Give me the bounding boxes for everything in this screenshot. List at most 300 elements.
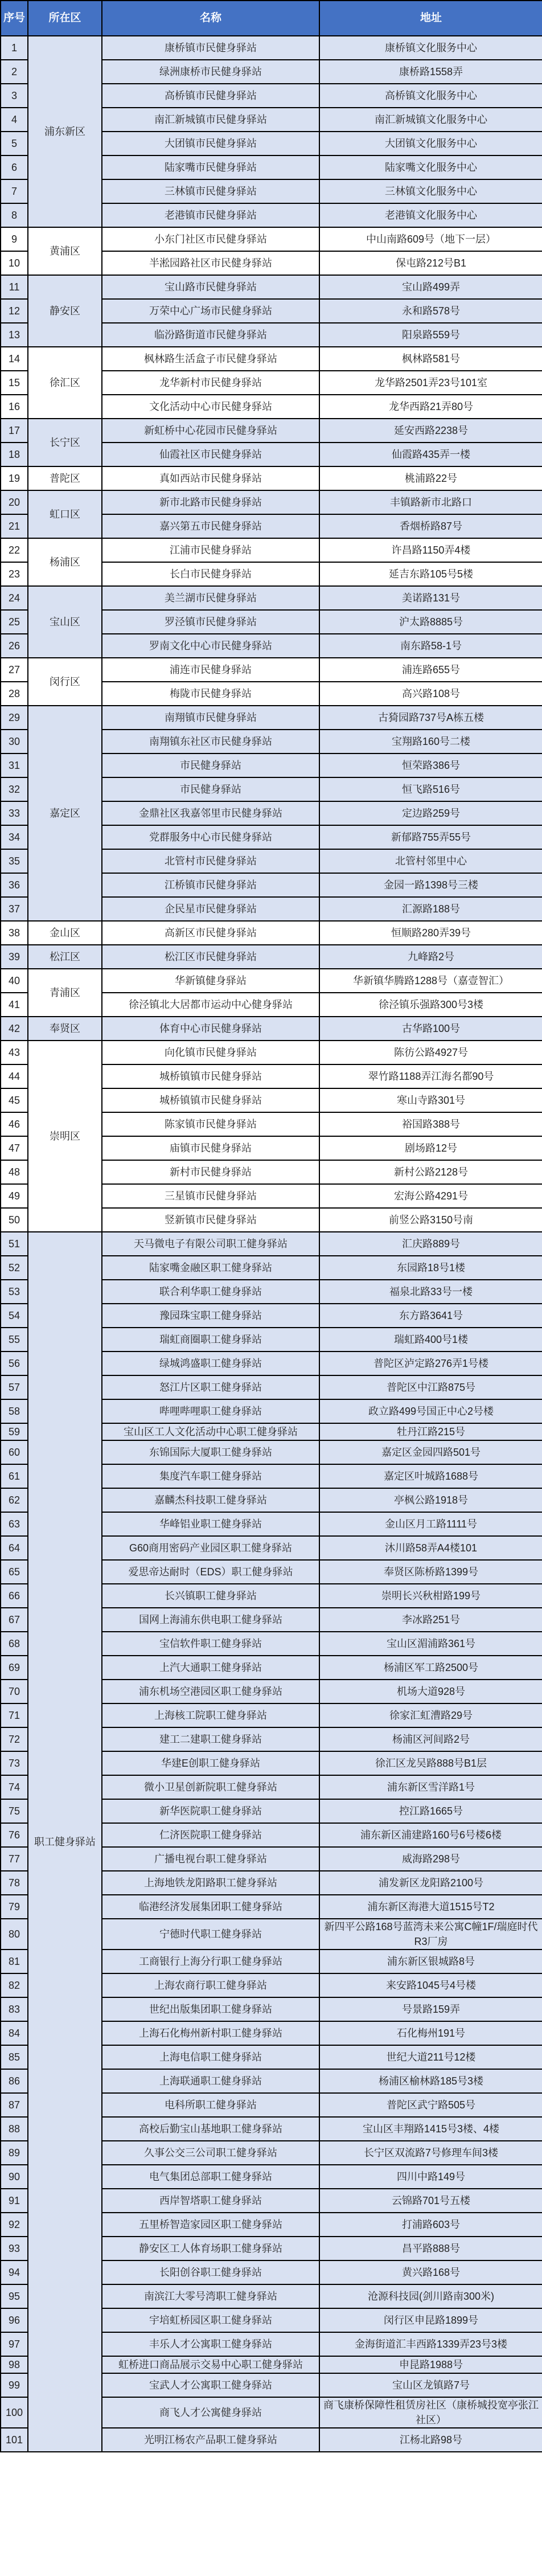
seq-cell: 100: [1, 2397, 28, 2428]
seq-cell: 97: [1, 2332, 28, 2356]
address-cell: 裕国路388号: [319, 1112, 542, 1136]
station-name-cell: 小东门社区市民健身驿站: [102, 227, 319, 251]
station-name-cell: 松江区市民健身驿站: [102, 945, 319, 969]
seq-cell: 30: [1, 730, 28, 753]
district-cell: 普陀区: [28, 466, 102, 490]
seq-cell: 83: [1, 1997, 28, 2021]
district-cell: 松江区: [28, 945, 102, 969]
address-cell: 沐川路58弄A4楼101: [319, 1536, 542, 1560]
station-name-cell: 枫林路生活盒子市民健身驿站: [102, 347, 319, 371]
district-cell: 奉贤区: [28, 1017, 102, 1041]
seq-cell: 94: [1, 2260, 28, 2284]
district-cell: 徐汇区: [28, 347, 102, 419]
address-cell: 南汇新城镇文化服务中心: [319, 108, 542, 132]
address-cell: 石化梅州191号: [319, 2021, 542, 2045]
address-cell: 前竖公路3150号南: [319, 1208, 542, 1232]
table-row: [1, 658, 542, 682]
address-cell: 翠竹路1188弄江海名都90号: [319, 1064, 542, 1088]
station-name-cell: 徐泾镇北大居都市运动中心健身驿站: [102, 993, 319, 1017]
station-name-cell: 高新区市民健身驿站: [102, 921, 319, 945]
station-name-cell: 新村市民健身驿站: [102, 1160, 319, 1184]
district-cell: 宝山区: [28, 586, 102, 658]
seq-cell: 20: [1, 490, 28, 514]
seq-cell: 39: [1, 945, 28, 969]
station-name-cell: 华峰铝业职工健身驿站: [102, 1512, 319, 1536]
district-cell: 嘉定区: [28, 706, 102, 921]
station-name-cell: 绿城鸿盛职工健身驿站: [102, 1352, 319, 1375]
table-row: [1, 1041, 542, 1064]
station-name-cell: 电科所职工健身驿站: [102, 2093, 319, 2117]
station-name-cell: 华新镇健身驿站: [102, 969, 319, 993]
address-cell: 宝翔路160号二楼: [319, 730, 542, 753]
address-cell: 古华路100号: [319, 1017, 542, 1041]
seq-cell: 53: [1, 1280, 28, 1304]
station-name-cell: 罗泾镇市民健身驿站: [102, 610, 319, 634]
seq-cell: 21: [1, 514, 28, 538]
district-cell: 闵行区: [28, 658, 102, 706]
station-name-cell: 城桥镇镇市民健身驿站: [102, 1088, 319, 1112]
station-name-cell: 浦东机场空港园区职工健身驿站: [102, 1680, 319, 1703]
station-name-cell: 老港镇市民健身驿站: [102, 203, 319, 227]
seq-cell: 76: [1, 1823, 28, 1847]
seq-cell: 88: [1, 2117, 28, 2141]
station-name-cell: 南翔镇市民健身驿站: [102, 706, 319, 730]
seq-cell: 46: [1, 1112, 28, 1136]
seq-cell: 92: [1, 2213, 28, 2237]
address-cell: 金海街道汇丰西路1339弄23号3楼: [319, 2332, 542, 2356]
station-name-cell: 南翔镇东社区市民健身驿站: [102, 730, 319, 753]
table-row: [1, 36, 542, 60]
address-cell: 高桥镇文化服务中心: [319, 84, 542, 108]
address-cell: 丰镇路新市北路口: [319, 490, 542, 514]
address-cell: 闵行区申昆路1899号: [319, 2308, 542, 2332]
seq-cell: 3: [1, 84, 28, 108]
seq-cell: 70: [1, 1680, 28, 1703]
address-cell: 福泉北路33号一楼: [319, 1280, 542, 1304]
header-seq: 序号: [1, 1, 28, 36]
station-name-cell: 南汇新城镇市民健身驿站: [102, 108, 319, 132]
seq-cell: 44: [1, 1064, 28, 1088]
address-cell: 黄兴路168号: [319, 2260, 542, 2284]
address-cell: 永和路578号: [319, 299, 542, 323]
address-cell: 牡丹江路215号: [319, 1423, 542, 1440]
seq-cell: 22: [1, 538, 28, 562]
seq-cell: 67: [1, 1608, 28, 1632]
table-row: [1, 921, 542, 945]
seq-cell: 18: [1, 443, 28, 466]
station-name-cell: 世纪出版集团职工健身驿站: [102, 1997, 319, 2021]
seq-cell: 27: [1, 658, 28, 682]
seq-cell: 4: [1, 108, 28, 132]
seq-cell: 55: [1, 1328, 28, 1352]
district-cell: 虹口区: [28, 490, 102, 538]
station-name-cell: 微小卫星创新院职工健身驿站: [102, 1775, 319, 1799]
station-name-cell: 宇培虹桥园区职工健身驿站: [102, 2308, 319, 2332]
station-name-cell: 华建E创职工健身驿站: [102, 1751, 319, 1775]
address-cell: 中山南路609号（地下一层）: [319, 227, 542, 251]
address-cell: 嘉定区金园四路501号: [319, 1440, 542, 1464]
seq-cell: 28: [1, 682, 28, 706]
district-cell: 金山区: [28, 921, 102, 945]
address-cell: 老港镇文化服务中心: [319, 203, 542, 227]
seq-cell: 35: [1, 849, 28, 873]
address-cell: 徐汇区龙吴路888号B1层: [319, 1751, 542, 1775]
station-name-cell: 绿洲康桥市民健身驿站: [102, 60, 319, 84]
seq-cell: 95: [1, 2284, 28, 2308]
seq-cell: 9: [1, 227, 28, 251]
address-cell: 浦东新区浦建路160号6号楼6楼: [319, 1823, 542, 1847]
address-cell: 美诺路131号: [319, 586, 542, 610]
seq-cell: 89: [1, 2141, 28, 2165]
station-name-cell: 丰乐人才公寓职工健身驿站: [102, 2332, 319, 2356]
station-name-cell: 工商银行上海分行职工健身驿站: [102, 1950, 319, 1973]
table-row: [1, 275, 542, 299]
station-name-cell: 江桥镇市民健身驿站: [102, 873, 319, 897]
station-name-cell: 庙镇市民健身驿站: [102, 1136, 319, 1160]
seq-cell: 42: [1, 1017, 28, 1041]
seq-cell: 31: [1, 753, 28, 777]
station-name-cell: 建工二建职工健身驿站: [102, 1727, 319, 1751]
station-name-cell: 新华医院职工健身驿站: [102, 1799, 319, 1823]
station-name-cell: 宝山路市民健身驿站: [102, 275, 319, 299]
station-name-cell: 上海电信职工健身驿站: [102, 2045, 319, 2069]
seq-cell: 75: [1, 1799, 28, 1823]
address-cell: 东方路3641号: [319, 1304, 542, 1328]
address-cell: 来安路1045号4号楼: [319, 1973, 542, 1997]
seq-cell: 80: [1, 1919, 28, 1950]
district-cell: 青浦区: [28, 969, 102, 1017]
address-cell: 商飞康桥保障性租赁房社区（康桥城投宽亭张江社区）: [319, 2397, 542, 2428]
station-name-cell: 上海核工院职工健身驿站: [102, 1703, 319, 1727]
address-cell: 杨浦区榆林路185号3楼: [319, 2069, 542, 2093]
station-name-cell: 仙霞社区市民健身驿站: [102, 443, 319, 466]
table-row: [1, 466, 542, 490]
address-cell: 奉贤区陈桥路1399号: [319, 1560, 542, 1584]
table-row: [1, 586, 542, 610]
address-cell: 南东路58-1号: [319, 634, 542, 658]
address-cell: 恒荣路386号: [319, 753, 542, 777]
seq-cell: 29: [1, 706, 28, 730]
station-name-cell: 怒江片区职工健身驿站: [102, 1375, 319, 1399]
station-name-cell: 陈家镇市民健身驿站: [102, 1112, 319, 1136]
address-cell: 浦东新区雪洋路1号: [319, 1775, 542, 1799]
address-cell: 新村公路2128号: [319, 1160, 542, 1184]
seq-cell: 93: [1, 2237, 28, 2260]
seq-cell: 60: [1, 1440, 28, 1464]
station-name-cell: 梅陇市民健身驿站: [102, 682, 319, 706]
address-cell: 浦东新区银城路8号: [319, 1950, 542, 1973]
station-name-cell: 广播电视台职工健身驿站: [102, 1847, 319, 1871]
station-name-cell: 大团镇市民健身驿站: [102, 132, 319, 155]
station-name-cell: 竖新镇市民健身驿站: [102, 1208, 319, 1232]
seq-cell: 16: [1, 395, 28, 419]
address-cell: 康桥镇文化服务中心: [319, 36, 542, 60]
station-name-cell: 哔哩哔哩职工健身驿站: [102, 1399, 319, 1423]
seq-cell: 84: [1, 2021, 28, 2045]
address-cell: 嘉定区叶城路1688号: [319, 1464, 542, 1488]
address-cell: 云锦路701号五楼: [319, 2189, 542, 2213]
seq-cell: 23: [1, 562, 28, 586]
station-name-cell: 上海农商行职工健身驿站: [102, 1973, 319, 1997]
seq-cell: 50: [1, 1208, 28, 1232]
address-cell: 定边路259号: [319, 801, 542, 825]
seq-cell: 37: [1, 897, 28, 921]
address-cell: 普陀区武宁路505号: [319, 2093, 542, 2117]
seq-cell: 24: [1, 586, 28, 610]
address-cell: 汇源路188号: [319, 897, 542, 921]
address-cell: 号景路159弄: [319, 1997, 542, 2021]
station-name-cell: 党群服务中心市民健身驿站: [102, 825, 319, 849]
station-name-cell: 美兰湖市民健身驿站: [102, 586, 319, 610]
address-cell: 阳泉路559号: [319, 323, 542, 347]
address-cell: 东园路18号1楼: [319, 1256, 542, 1280]
station-name-cell: 龙华新村市民健身驿站: [102, 371, 319, 395]
station-name-cell: G60商用密码产业园区职工健身驿站: [102, 1536, 319, 1560]
address-cell: 杨浦区军工路2500号: [319, 1656, 542, 1680]
district-cell: 杨浦区: [28, 538, 102, 586]
station-name-cell: 半淞园路社区市民健身驿站: [102, 251, 319, 275]
address-cell: 陈彷公路4927号: [319, 1041, 542, 1064]
seq-cell: 56: [1, 1352, 28, 1375]
header-address: 地址: [319, 1, 542, 36]
seq-cell: 10: [1, 251, 28, 275]
address-cell: 徐家汇虹漕路29号: [319, 1703, 542, 1727]
address-cell: 汇庆路889号: [319, 1232, 542, 1256]
station-name-cell: 五里桥智造家园区职工健身驿站: [102, 2213, 319, 2237]
seq-cell: 47: [1, 1136, 28, 1160]
address-cell: 世纪大道211号12楼: [319, 2045, 542, 2069]
address-cell: 延安西路2238号: [319, 419, 542, 443]
station-name-cell: 西岸智塔职工健身驿站: [102, 2189, 319, 2213]
station-name-cell: 万荣中心广场市民健身驿站: [102, 299, 319, 323]
table-row: [1, 706, 542, 730]
station-name-cell: 宝山区工人文化活动中心职工健身驿站: [102, 1423, 319, 1440]
seq-cell: 54: [1, 1304, 28, 1328]
station-name-cell: 文化活动中心市民健身驿站: [102, 395, 319, 419]
seq-cell: 2: [1, 60, 28, 84]
address-cell: 普陀区中江路875号: [319, 1375, 542, 1399]
seq-cell: 58: [1, 1399, 28, 1423]
seq-cell: 38: [1, 921, 28, 945]
address-cell: 香烟桥路87号: [319, 514, 542, 538]
seq-cell: 14: [1, 347, 28, 371]
station-name-cell: 久事公交三公司职工健身驿站: [102, 2141, 319, 2165]
seq-cell: 6: [1, 155, 28, 179]
seq-cell: 34: [1, 825, 28, 849]
address-cell: 寒山寺路301号: [319, 1088, 542, 1112]
table-row: [1, 490, 542, 514]
station-name-cell: 三星镇市民健身驿站: [102, 1184, 319, 1208]
address-cell: 新四平公路168号蓝湾未来公寓C幢1F/瑞庭时代R3厂房: [319, 1919, 542, 1950]
seq-cell: 12: [1, 299, 28, 323]
station-name-cell: 康桥镇市民健身驿站: [102, 36, 319, 60]
address-cell: 沧源科技园(剑川路南300米): [319, 2284, 542, 2308]
seq-cell: 101: [1, 2428, 28, 2452]
address-cell: 长宁区双流路7号修理车间3楼: [319, 2141, 542, 2165]
station-name-cell: 高校后勤宝山基地职工健身驿站: [102, 2117, 319, 2141]
address-cell: 浦连路655号: [319, 658, 542, 682]
station-name-cell: 南滨江大零号湾职工健身驿站: [102, 2284, 319, 2308]
station-name-cell: 新虹桥中心花园市民健身驿站: [102, 419, 319, 443]
address-cell: 杨浦区河间路2号: [319, 1727, 542, 1751]
station-name-cell: 电气集团总部职工健身驿站: [102, 2165, 319, 2189]
station-name-cell: 仁济医院职工健身驿站: [102, 1823, 319, 1847]
seq-cell: 5: [1, 132, 28, 155]
seq-cell: 77: [1, 1847, 28, 1871]
district-cell: 长宁区: [28, 419, 102, 466]
table-row: [1, 538, 542, 562]
station-name-cell: 光明江杨农产品职工健身驿站: [102, 2428, 319, 2452]
seq-cell: 59: [1, 1423, 28, 1440]
address-cell: 九峰路2号: [319, 945, 542, 969]
district-cell: 职工健身驿站: [28, 1232, 102, 2452]
seq-cell: 86: [1, 2069, 28, 2093]
address-cell: 浦发新区龙阳路2100号: [319, 1871, 542, 1895]
address-cell: 保屯路212号B1: [319, 251, 542, 275]
table-row: [1, 1017, 542, 1041]
station-name-cell: 企民星市民健身驿站: [102, 897, 319, 921]
seq-cell: 41: [1, 993, 28, 1017]
address-cell: 陆家嘴文化服务中心: [319, 155, 542, 179]
address-cell: 政立路499号国正中心2号楼: [319, 1399, 542, 1423]
seq-cell: 1: [1, 36, 28, 60]
address-cell: 宝山区丰翔路1415号3楼、4楼: [319, 2117, 542, 2141]
address-cell: 崇明长兴秋柑路199号: [319, 1584, 542, 1608]
seq-cell: 61: [1, 1464, 28, 1488]
address-cell: 枫林路581号: [319, 347, 542, 371]
seq-cell: 63: [1, 1512, 28, 1536]
address-cell: 龙华西路21弄80号: [319, 395, 542, 419]
table-row: [1, 969, 542, 993]
district-cell: 浦东新区: [28, 36, 102, 227]
address-cell: 延吉东路105号5楼: [319, 562, 542, 586]
seq-cell: 90: [1, 2165, 28, 2189]
seq-cell: 82: [1, 1973, 28, 1997]
table-body: [1, 36, 542, 2452]
address-cell: 亭枫公路1918号: [319, 1488, 542, 1512]
district-cell: 黄浦区: [28, 227, 102, 275]
address-cell: 龙华路2501弄23号101室: [319, 371, 542, 395]
address-cell: 古猗园路737号A栋五楼: [319, 706, 542, 730]
station-name-cell: 北管村市民健身驿站: [102, 849, 319, 873]
seq-cell: 68: [1, 1632, 28, 1656]
seq-cell: 62: [1, 1488, 28, 1512]
station-name-cell: 体育中心市民健身驿站: [102, 1017, 319, 1041]
seq-cell: 91: [1, 2189, 28, 2213]
seq-cell: 8: [1, 203, 28, 227]
address-cell: 宝山区湄浦路361号: [319, 1632, 542, 1656]
seq-cell: 32: [1, 777, 28, 801]
address-cell: 普陀区泸定路276弄1号楼: [319, 1352, 542, 1375]
station-name-cell: 江浦市民健身驿站: [102, 538, 319, 562]
seq-cell: 25: [1, 610, 28, 634]
seq-cell: 99: [1, 2373, 28, 2397]
station-name-cell: 市民健身驿站: [102, 753, 319, 777]
seq-cell: 26: [1, 634, 28, 658]
address-cell: 宝山路499弄: [319, 275, 542, 299]
seq-cell: 45: [1, 1088, 28, 1112]
station-name-cell: 上海地铁龙阳路职工健身驿站: [102, 1871, 319, 1895]
station-name-cell: 嘉兴第五市民健身驿站: [102, 514, 319, 538]
seq-cell: 79: [1, 1895, 28, 1919]
address-cell: 徐泾镇乐强路300号3楼: [319, 993, 542, 1017]
seq-cell: 52: [1, 1256, 28, 1280]
station-name-cell: 宝武人才公寓职工健身驿站: [102, 2373, 319, 2397]
seq-cell: 13: [1, 323, 28, 347]
seq-cell: 36: [1, 873, 28, 897]
seq-cell: 73: [1, 1751, 28, 1775]
station-name-cell: 浦连市民健身驿站: [102, 658, 319, 682]
address-cell: 机场大道928号: [319, 1680, 542, 1703]
seq-cell: 48: [1, 1160, 28, 1184]
seq-cell: 78: [1, 1871, 28, 1895]
station-name-cell: 市民健身驿站: [102, 777, 319, 801]
station-name-cell: 静安区工人体育场职工健身驿站: [102, 2237, 319, 2260]
seq-cell: 81: [1, 1950, 28, 1973]
address-cell: 恒顺路280弄39号: [319, 921, 542, 945]
seq-cell: 69: [1, 1656, 28, 1680]
address-cell: 金园一路1398号三楼: [319, 873, 542, 897]
seq-cell: 43: [1, 1041, 28, 1064]
address-cell: 桃浦路22号: [319, 466, 542, 490]
seq-cell: 65: [1, 1560, 28, 1584]
station-name-cell: 联合利华职工健身驿站: [102, 1280, 319, 1304]
station-name-cell: 真如西站市民健身驿站: [102, 466, 319, 490]
station-name-cell: 三林镇市民健身驿站: [102, 179, 319, 203]
address-cell: 宝山区龙镇路7号: [319, 2373, 542, 2397]
station-name-cell: 长阳创谷职工健身驿站: [102, 2260, 319, 2284]
seq-cell: 87: [1, 2093, 28, 2117]
address-cell: 北管村邻里中心: [319, 849, 542, 873]
seq-cell: 57: [1, 1375, 28, 1399]
seq-cell: 98: [1, 2356, 28, 2373]
seq-cell: 11: [1, 275, 28, 299]
address-cell: 宏海公路4291号: [319, 1184, 542, 1208]
address-cell: 新郁路755弄55号: [319, 825, 542, 849]
address-cell: 华新镇华腾路1288号（嘉壹智汇）: [319, 969, 542, 993]
station-name-cell: 长白市民健身驿站: [102, 562, 319, 586]
address-cell: 三林镇文化服务中心: [319, 179, 542, 203]
seq-cell: 40: [1, 969, 28, 993]
station-name-cell: 国网上海浦东供电职工健身驿站: [102, 1608, 319, 1632]
seq-cell: 72: [1, 1727, 28, 1751]
district-cell: 静安区: [28, 275, 102, 347]
address-cell: 打浦路603号: [319, 2213, 542, 2237]
address-cell: 金山区月工路1111号: [319, 1512, 542, 1536]
address-cell: 许昌路1150弄4楼: [319, 538, 542, 562]
seq-cell: 85: [1, 2045, 28, 2069]
station-name-cell: 商飞人才公寓健身驿站: [102, 2397, 319, 2428]
seq-cell: 19: [1, 466, 28, 490]
seq-cell: 33: [1, 801, 28, 825]
address-cell: 浦东新区海港大道1515号T2: [319, 1895, 542, 1919]
station-name-cell: 上海石化梅州新村职工健身驿站: [102, 2021, 319, 2045]
station-name-cell: 城桥镇镇市民健身驿站: [102, 1064, 319, 1088]
station-name-cell: 宁德时代职工健身驿站: [102, 1919, 319, 1950]
station-name-cell: 爱思帝达耐时（EDS）职工健身驿站: [102, 1560, 319, 1584]
table-row: [1, 419, 542, 443]
station-name-cell: 罗南文化中心市民健身驿站: [102, 634, 319, 658]
table-row: [1, 227, 542, 251]
station-name-cell: 陆家嘴金融区职工健身驿站: [102, 1256, 319, 1280]
address-cell: 四川中路149号: [319, 2165, 542, 2189]
address-cell: 申昆路1988号: [319, 2356, 542, 2373]
station-name-cell: 东锦国际大厦职工健身驿站: [102, 1440, 319, 1464]
address-cell: 李冰路251号: [319, 1608, 542, 1632]
district-cell: 崇明区: [28, 1041, 102, 1232]
address-cell: 仙霞路435弄一楼: [319, 443, 542, 466]
seq-cell: 71: [1, 1703, 28, 1727]
